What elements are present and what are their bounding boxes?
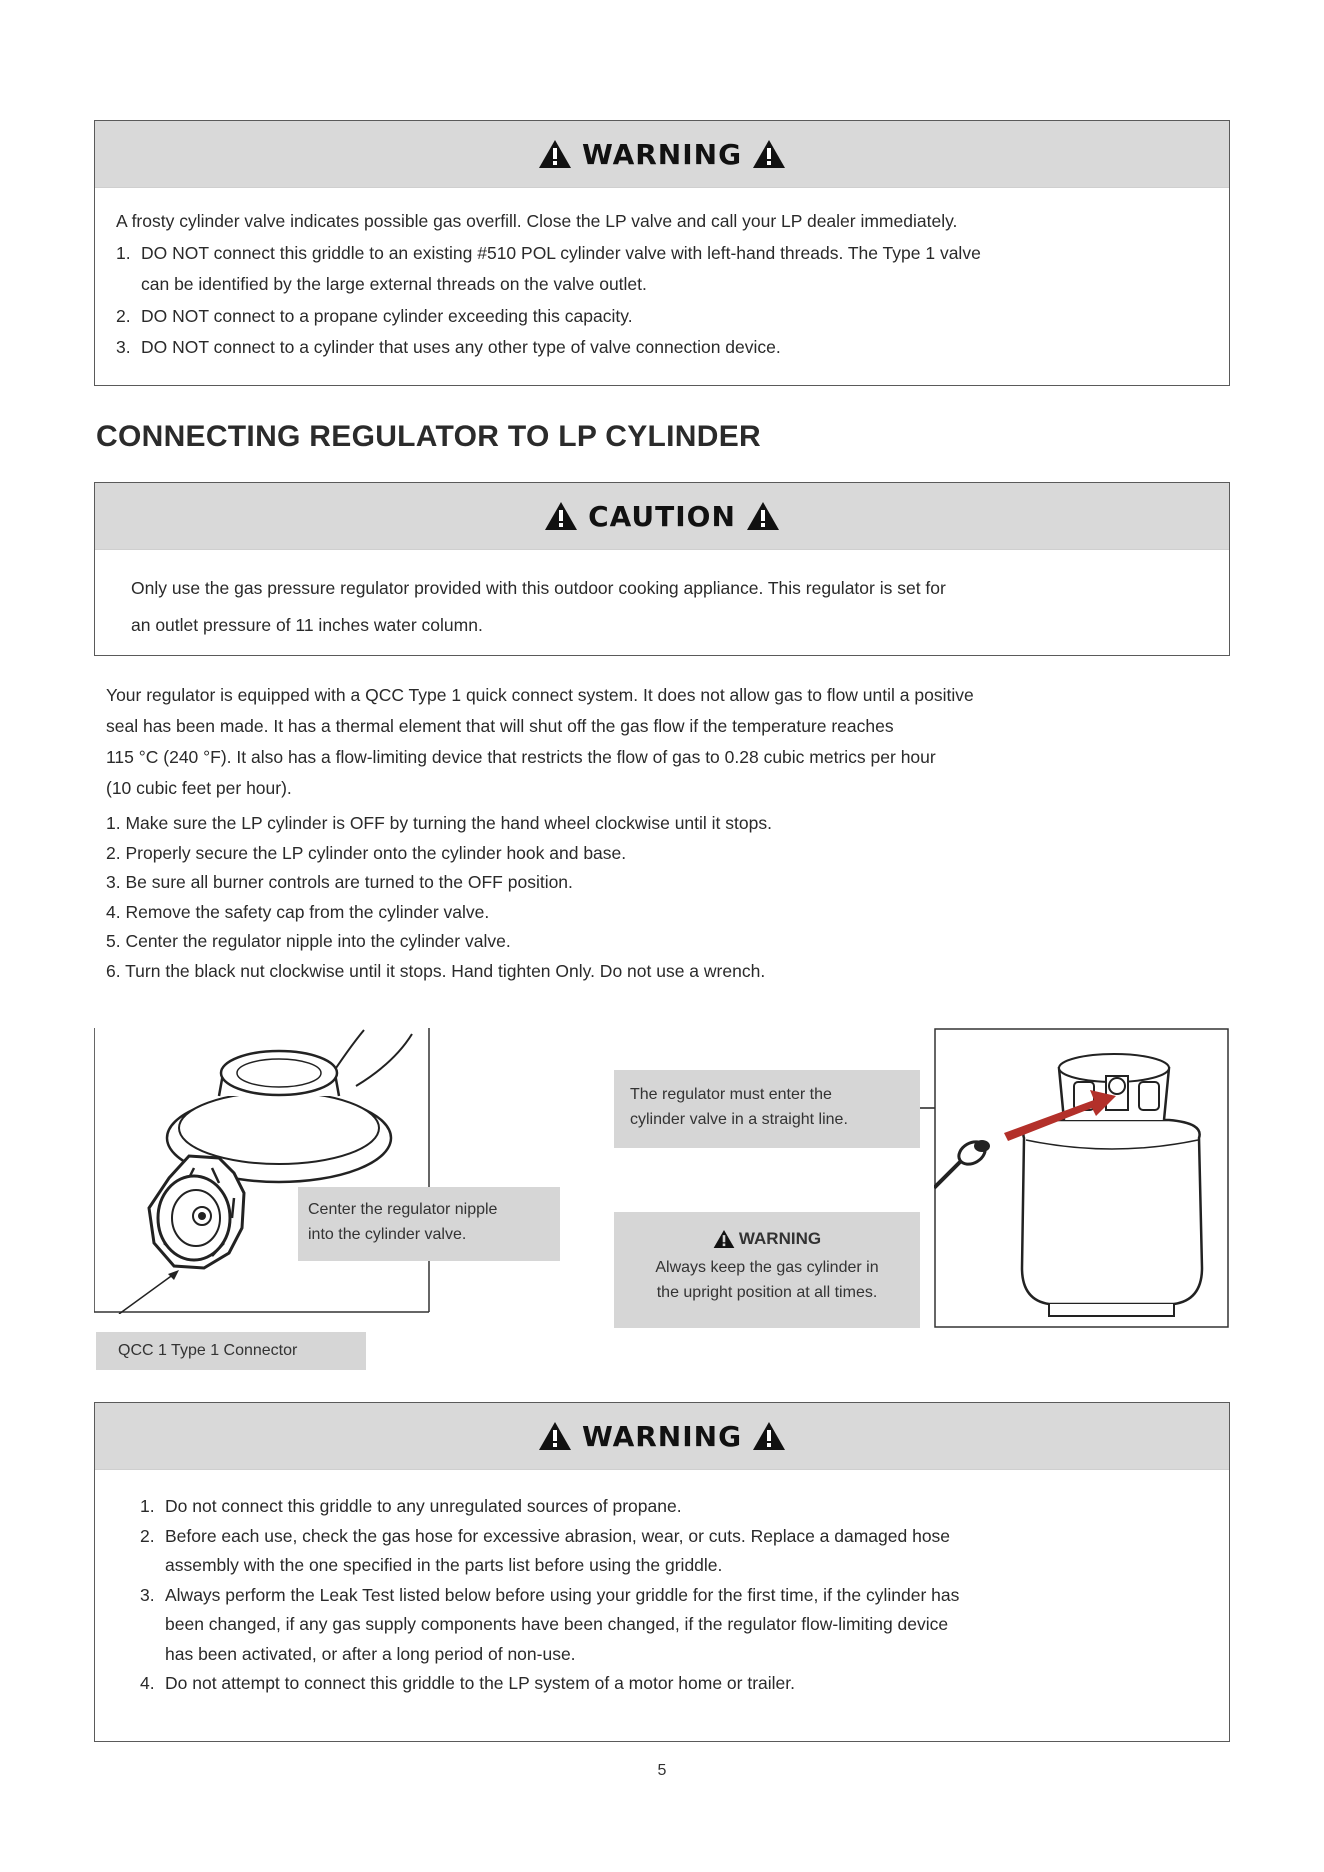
list-item [116,238,1229,301]
label-line: The regulator must enter the [630,1086,832,1103]
caution-header [95,483,1229,550]
label-line: into the cylinder valve. [308,1226,467,1243]
item-text: Always perform the Leak Test listed below before using your griddle for the first time, if the cylinder has [165,1584,960,1605]
item-number: 1. [116,242,131,263]
step-item: 4. Remove the safety cap from the cylinder valve. [106,901,490,922]
label-line: the upright position at all times. [656,1284,878,1301]
connection-steps [106,809,772,986]
item-text-cont: been changed, if any gas supply components have been changed, if the regulator flow-limiting device [165,1614,949,1634]
regulator-illustration [94,1028,434,1314]
caution-text-cont: an outlet pressure of 11 inches water column. [131,615,483,635]
warning-triangle-icon [713,1229,735,1249]
paragraph-line: seal has been made. It has a thermal element that will shut off the gas flow if the temperature reaches [106,716,894,736]
item-text: Do not connect this griddle to any unregulated sources of propane. [165,1496,682,1516]
list-item [140,1669,1229,1699]
list-item [140,1522,1229,1581]
warning-title: WARNING [581,137,743,171]
cylinder-illustration [934,1028,1230,1330]
warning-triangle-icon [752,139,786,169]
step-item: 1. Make sure the LP cylinder is OFF by turning the hand wheel clockwise until it stops. [106,813,772,833]
warning-header [95,1403,1229,1470]
caution-title: CAUTION [588,499,736,533]
step-item: 3. Be sure all burner controls are turned to the OFF position. [106,872,573,892]
item-number: 3. [140,1584,155,1605]
step-item: 6. Turn the black nut clockwise until it stops. Hand tighten Only. Do not use a wrench. [106,960,766,981]
item-text: DO NOT connect this griddle to an existing #510 POL cylinder valve with left-hand threads. The Type 1 valve [141,242,981,263]
item-text: DO NOT connect to a propane cylinder exceeding this capacity. [141,305,633,326]
label-line: cylinder valve in a straight line. [630,1111,848,1128]
upright-warning-label [614,1212,920,1328]
warning-triangle-icon [752,1421,786,1451]
label-line: Always keep the gas cylinder in [655,1259,879,1276]
warning-list [116,238,1229,364]
warning-box-bottom [94,1402,1230,1742]
warning-title: WARNING [581,1419,743,1453]
item-number: 1. [140,1496,155,1516]
item-text: Do not attempt to connect this griddle to the LP system of a motor home or trailer. [165,1673,795,1693]
warning-triangle-icon [544,501,578,531]
regulator-description [106,680,1226,804]
item-text-cont: assembly with the one specified in the parts list before using the griddle. [165,1555,723,1575]
caution-body [95,550,1229,644]
connector-label [96,1332,366,1370]
nipple-label [298,1187,560,1261]
item-text-cont: has been activated, or after a long period of non-use. [165,1643,576,1664]
step-item: 5. Center the regulator nipple into the cylinder valve. [106,931,511,951]
paragraph-line: Your regulator is equipped with a QCC Type 1 quick connect system. It does not allow gas to flow until a positive [106,685,974,705]
list-item [140,1581,1229,1670]
warning-list [140,1492,1229,1699]
upright-warning-title: WARNING [738,1229,822,1248]
list-item [140,1492,1229,1522]
section-title: CONNECTING REGULATOR TO LP CYLINDER [96,420,761,453]
warning-body [95,1470,1229,1699]
item-text-cont: can be identified by the large external threads on the valve outlet. [141,274,647,294]
paragraph-line: 115 °C (240 °F). It also has a flow-limiting device that restricts the flow of gas to 0.28 cubic metrics per hour [106,747,936,767]
item-number: 2. [140,1525,155,1546]
straight-line-label [614,1070,920,1148]
item-number: 4. [140,1673,155,1693]
list-item [116,332,1229,364]
upright-warning-title-row [614,1226,920,1251]
warning-triangle-icon [746,501,780,531]
item-number: 2. [116,305,131,326]
paragraph-line: (10 cubic feet per hour). [106,778,292,798]
warning-box-top [94,120,1230,386]
item-number: 3. [116,337,131,357]
warning-triangle-icon [538,1421,572,1451]
connector-text: QCC 1 Type 1 Connector [118,1342,298,1359]
caution-box [94,482,1230,656]
warning-triangle-icon [538,139,572,169]
step-item: 2. Properly secure the LP cylinder onto the cylinder hook and base. [106,842,627,863]
label-line: Center the regulator nipple [308,1201,498,1218]
page-number: 5 [657,1762,667,1779]
item-text: Before each use, check the gas hose for excessive abrasion, wear, or cuts. Replace a damaged hose [165,1525,951,1546]
caution-text: Only use the gas pressure regulator provided with this outdoor cooking appliance. This regulator is set for [131,578,946,598]
item-text: DO NOT connect to a cylinder that uses any other type of valve connection device. [141,337,781,357]
list-item [116,301,1229,333]
warning-intro: A frosty cylinder valve indicates possible gas overfill. Close the LP valve and call your LP dealer immediately. [116,211,958,231]
warning-header [95,121,1229,188]
warning-body [95,188,1229,364]
